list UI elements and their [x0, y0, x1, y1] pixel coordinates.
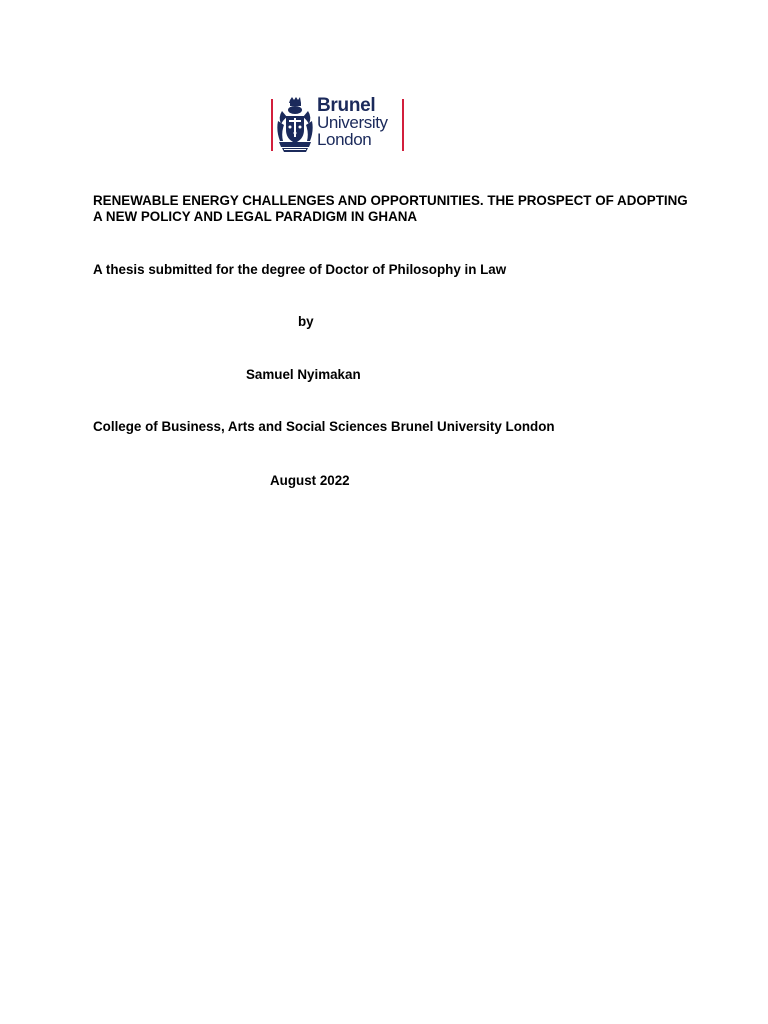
- coat-of-arms-icon: [276, 97, 314, 153]
- logo-left-bar: [271, 99, 273, 151]
- university-logo: [271, 97, 407, 153]
- logo-wordmark: [317, 97, 388, 148]
- logo-text-london: London: [317, 130, 372, 149]
- degree-statement: A thesis submitted for the degree of Doctor of Philosophy in Law: [93, 262, 507, 277]
- author-name: Samuel Nyimakan: [246, 367, 361, 382]
- logo-text-university: University: [317, 113, 388, 132]
- logo-text-brunel: Brunel: [317, 95, 376, 116]
- submission-date: August 2022: [270, 473, 350, 488]
- logo-right-bar: [402, 99, 404, 151]
- by-label: by: [298, 314, 314, 329]
- thesis-title: RENEWABLE ENERGY CHALLENGES AND OPPORTUNITIES. THE PROSPECT OF ADOPTING A NEW POLICY AND LEGAL PARADIGM IN GHANA: [93, 193, 688, 224]
- college-name: College of Business, Arts and Social Sciences Brunel University London: [93, 419, 555, 434]
